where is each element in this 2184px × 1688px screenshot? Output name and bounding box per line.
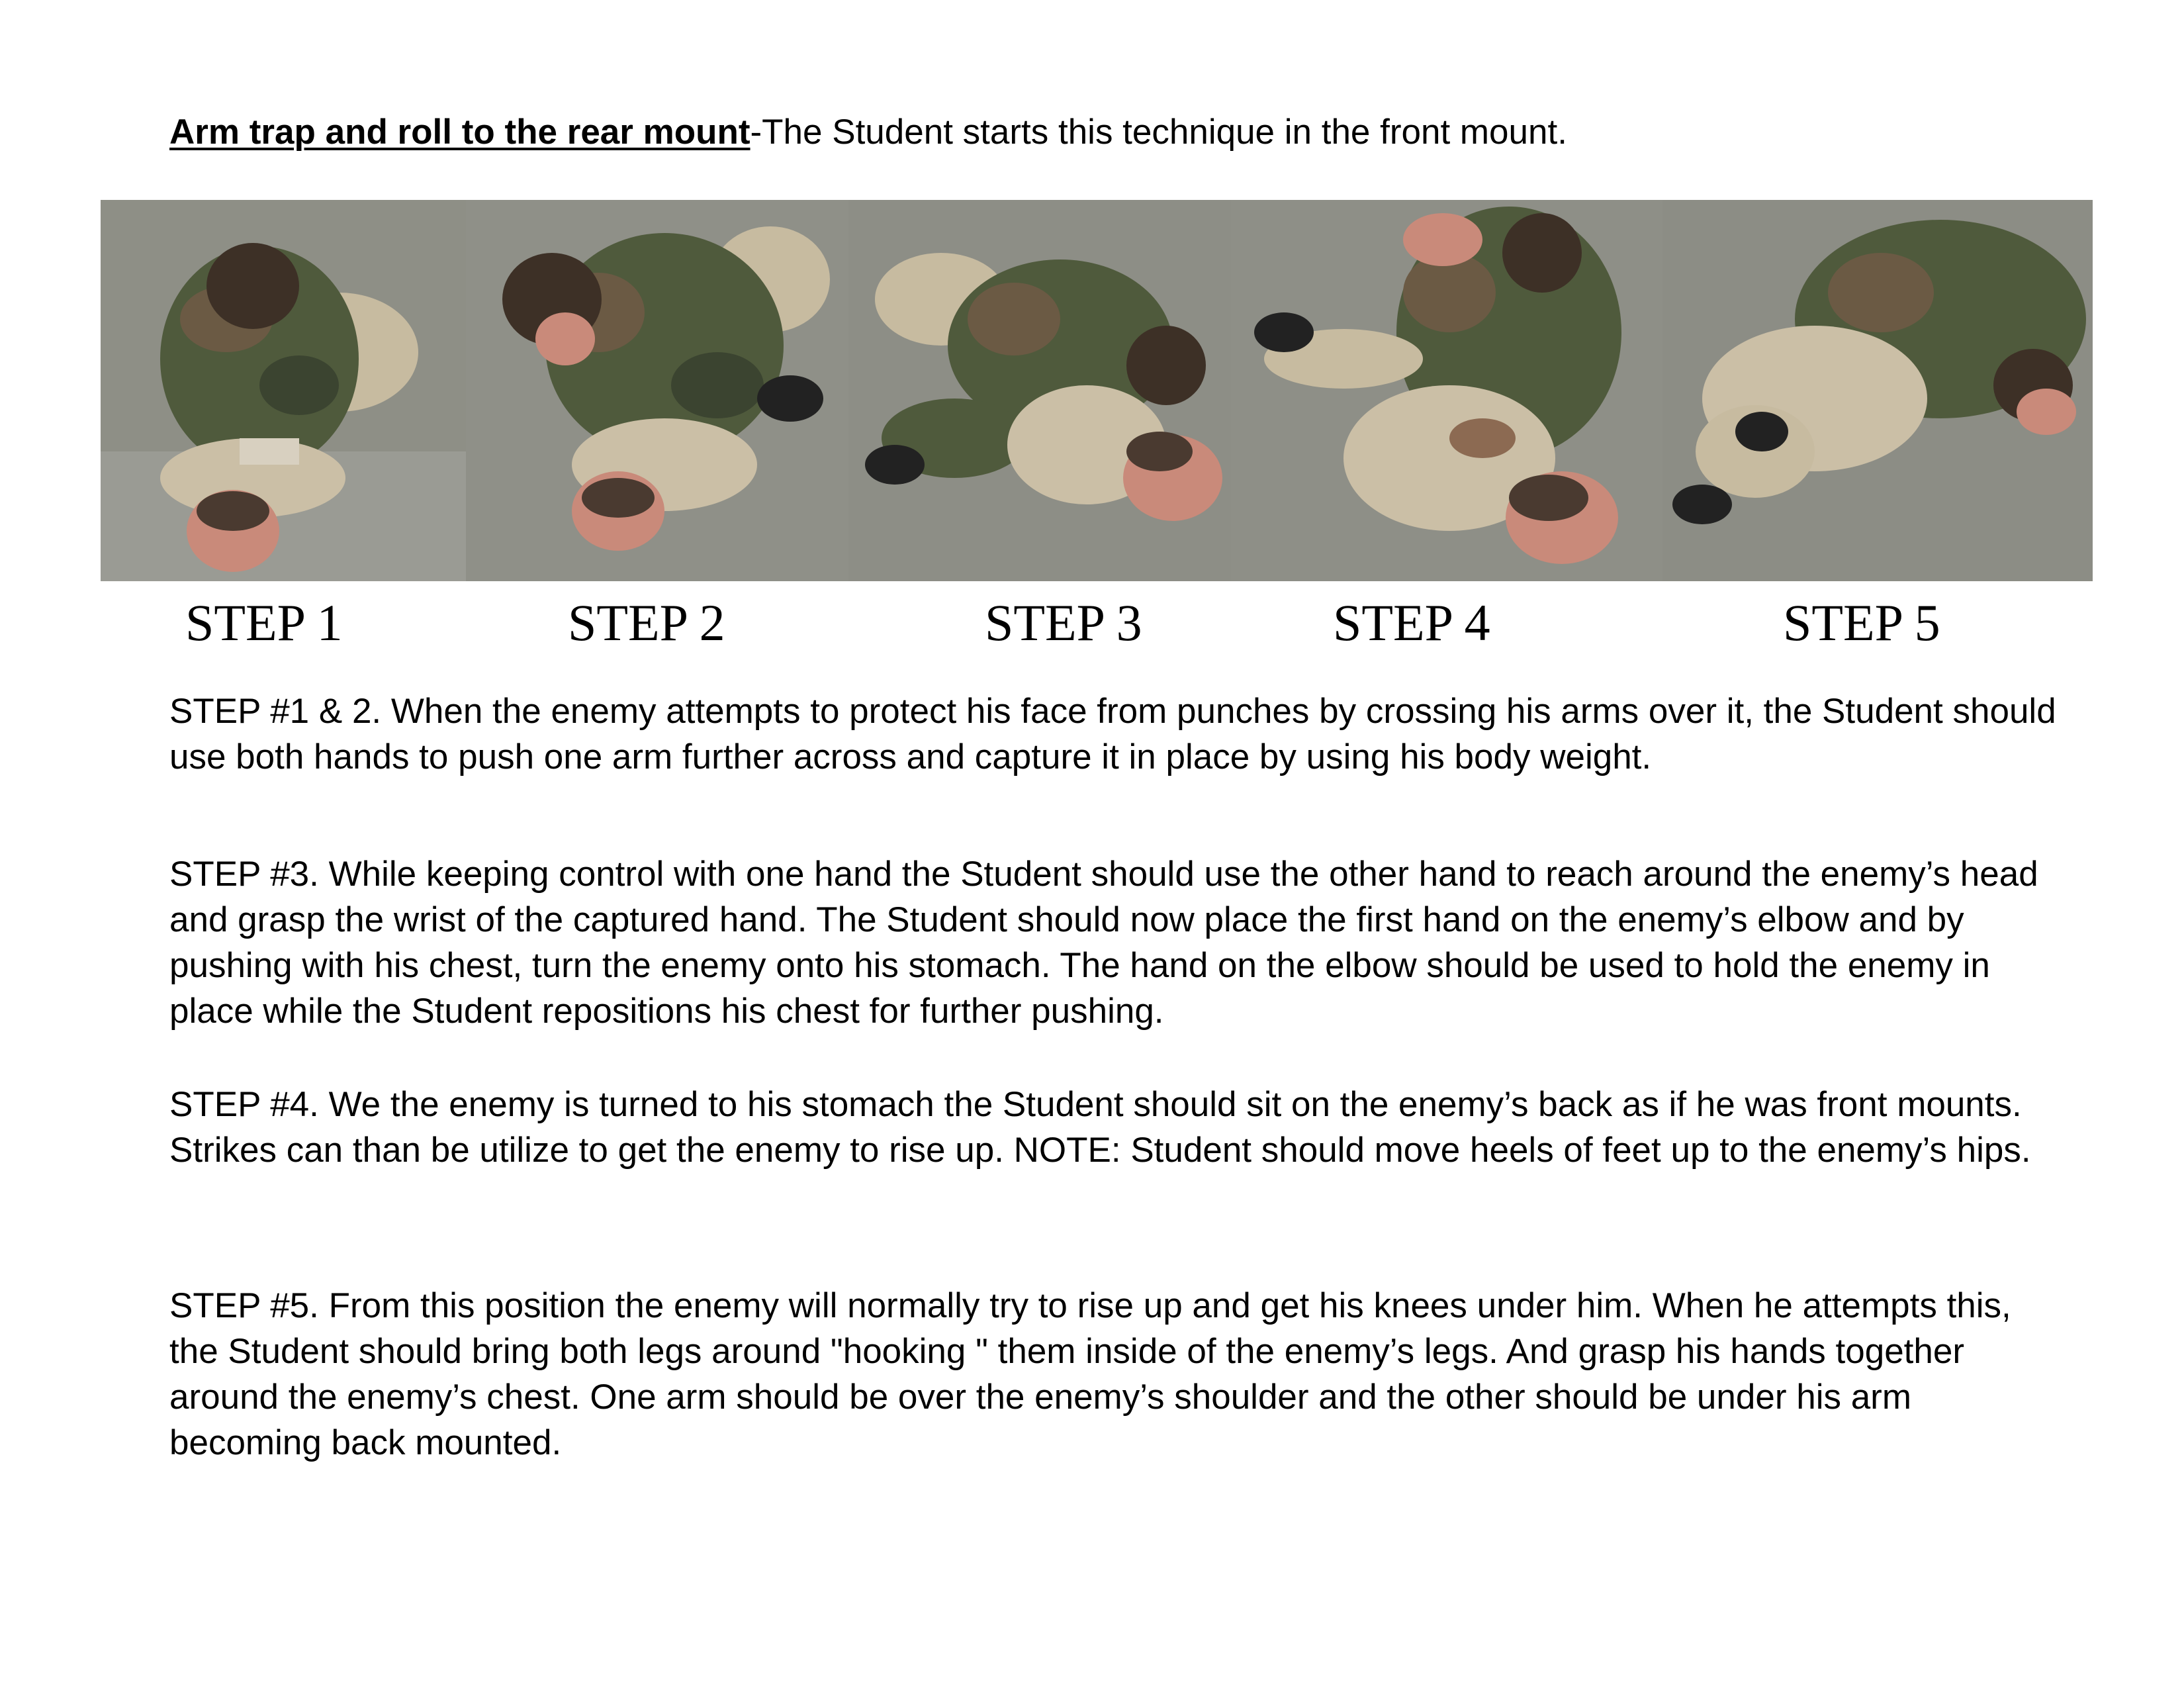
step-4-instructions: STEP #4. We the enemy is turned to his stomach the Student should sit on the enemy’s back as if he was front mounts. Strikes can than be utilize to get the enemy to rise up. NOTE: Student should move heels of feet up to the enemy’s hips. [169, 1085, 2031, 1170]
step-5-label: STEP 5 [1783, 594, 1940, 651]
photo-strip [101, 200, 2093, 581]
step-5-instructions: STEP #5. From this position the enemy will normally try to rise up and get his knees under him. When he attempts this, the Student should bring both legs around "hooking " them inside of the enemy’s legs. And grasp his hands together around the enemy’s chest. One arm should be over the enemy’s shoulder and the other should be under his arm becoming back mounted. [169, 1286, 2011, 1462]
step-1-photo [101, 200, 466, 581]
step-4-illustration [1231, 200, 1662, 581]
step-3-instructions: STEP #3. While keeping control with one hand the Student should use the other hand to reach around the enemy’s head and grasp the wrist of the captured hand. The Student should now place the first hand on the enemy’s elbow and by pushing with his chest, turn the enemy onto his stomach. The hand on the elbow should be used to hold the enemy in place while the Student repositions his chest for further pushing. [169, 855, 2038, 1031]
title-heading: Arm trap and roll to the rear mount [169, 113, 751, 152]
step-4-photo [1231, 200, 1662, 581]
step-4-label: STEP 4 [1333, 594, 1490, 651]
step-5-photo [1662, 200, 2093, 581]
step-3-label: STEP 3 [985, 594, 1142, 651]
step-5-illustration [1662, 200, 2093, 581]
step-3-illustration [848, 200, 1231, 581]
step-2-illustration [466, 200, 848, 581]
document-title [169, 111, 1567, 154]
step-1-2-instructions: STEP #1 & 2. When the enemy attempts to protect his face from punches by crossing his arms over it, the Student should use both hands to push one arm further across and capture it in place by using his body weight. [169, 692, 2056, 776]
step-3-photo [848, 200, 1231, 581]
step-2-label: STEP 2 [568, 594, 725, 651]
step-1-illustration [101, 200, 466, 581]
step-2-photo [466, 200, 848, 581]
title-subtext: -The Student starts this technique in the front mount. [750, 113, 1567, 152]
step-1-label: STEP 1 [185, 594, 343, 651]
